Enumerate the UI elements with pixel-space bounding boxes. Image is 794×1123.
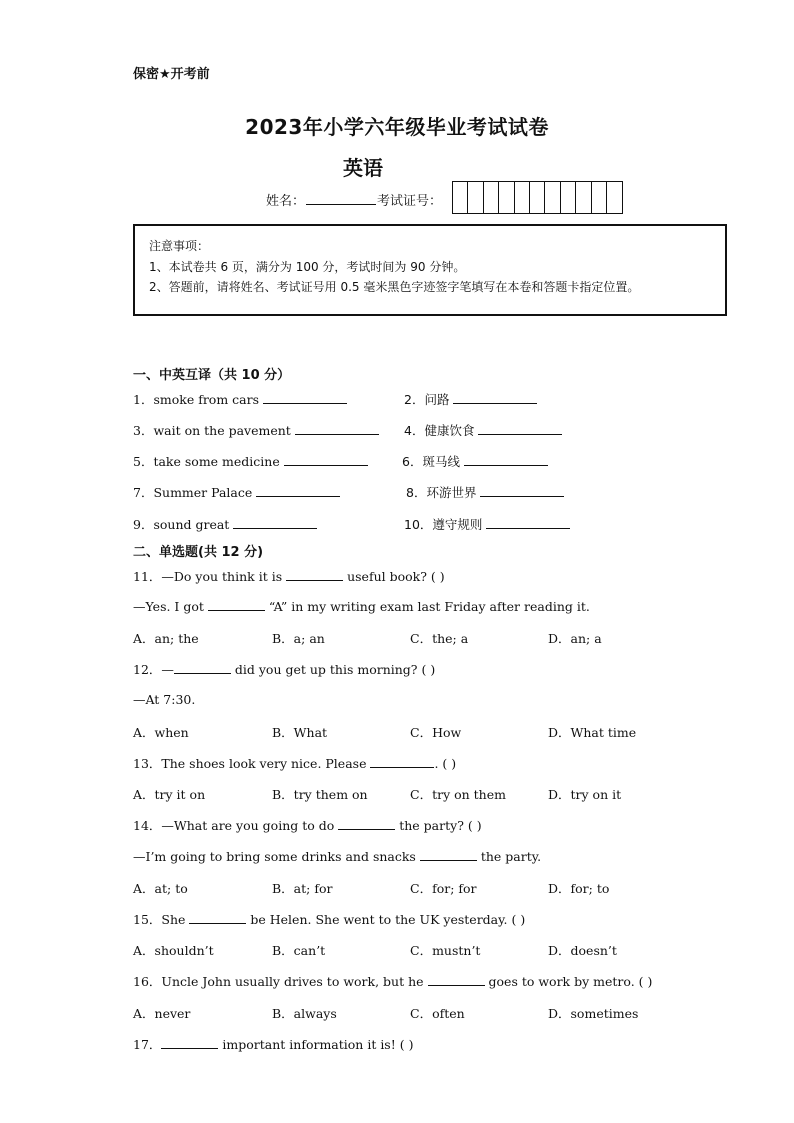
translation-item: 4．健康饮食 xyxy=(404,421,562,439)
notice-box xyxy=(133,224,727,316)
exam-id-box[interactable] xyxy=(576,182,591,213)
translation-item: 5．take some medicine xyxy=(133,452,368,470)
option-c[interactable]: C．try on them xyxy=(410,787,506,802)
exam-id-box[interactable] xyxy=(515,182,530,213)
answer-blank[interactable] xyxy=(480,484,564,497)
translation-item: 8．环游世界 xyxy=(406,483,564,501)
exam-id-box[interactable] xyxy=(468,182,483,213)
exam-id-box[interactable] xyxy=(530,182,545,213)
name-label: 姓名： xyxy=(266,194,306,209)
answer-blank[interactable] xyxy=(189,911,246,924)
question-stem: 13．The shoes look very nice. Please . ( ) xyxy=(133,756,457,771)
option-c[interactable]: C．for; for xyxy=(410,881,477,896)
option-a[interactable]: A．at; to xyxy=(133,881,188,896)
option-d[interactable]: D．try on it xyxy=(548,787,622,802)
answer-blank[interactable] xyxy=(486,516,570,529)
answer-blank[interactable] xyxy=(453,391,537,404)
translation-item: 9．sound great xyxy=(133,515,317,533)
question-stem: —Yes. I got “A” in my writing exam last Friday after reading it. xyxy=(133,599,590,614)
question-stem: 12．— did you get up this morning? ( ) xyxy=(133,662,436,677)
answer-blank[interactable] xyxy=(464,453,548,466)
option-b[interactable]: B．a; an xyxy=(272,631,325,646)
answer-blank[interactable] xyxy=(161,1036,218,1049)
translation-item: 10．遵守规则 xyxy=(404,515,570,533)
option-b[interactable]: B．What xyxy=(272,725,328,740)
answer-blank[interactable] xyxy=(338,817,395,830)
question-stem: 14．—What are you going to do the party? ( ) xyxy=(133,818,482,833)
answer-blank[interactable] xyxy=(256,484,340,497)
answer-blank[interactable] xyxy=(284,453,368,466)
exam-id-box[interactable] xyxy=(484,182,499,213)
option-d[interactable]: D．What time xyxy=(548,725,637,740)
option-c[interactable]: C．mustn’t xyxy=(410,943,481,958)
option-a[interactable]: A．an; the xyxy=(133,631,199,646)
option-b[interactable]: B．at; for xyxy=(272,881,333,896)
option-d[interactable]: D．doesn’t xyxy=(548,943,617,958)
option-a[interactable]: A．when xyxy=(133,725,189,740)
exam-id-boxes[interactable] xyxy=(452,181,623,214)
translation-item: 7．Summer Palace xyxy=(133,483,340,501)
exam-id-box[interactable] xyxy=(607,182,622,213)
answer-blank[interactable] xyxy=(233,516,317,529)
option-b[interactable]: B．always xyxy=(272,1006,337,1021)
option-b[interactable]: B．try them on xyxy=(272,787,368,802)
answer-blank[interactable] xyxy=(428,973,485,986)
question-stem: —I’m going to bring some drinks and snacks the party. xyxy=(133,849,542,864)
exam-id-box[interactable] xyxy=(545,182,560,213)
subject-title: 英语 xyxy=(343,156,383,180)
option-b[interactable]: B．can’t xyxy=(272,943,326,958)
translation-item: 6．斑马线 xyxy=(402,452,548,470)
question-answer-line: —At 7:30. xyxy=(133,692,196,707)
exam-id-box[interactable] xyxy=(453,182,468,213)
answer-blank[interactable] xyxy=(263,391,347,404)
notice-heading: 注意事项： xyxy=(149,239,210,253)
student-info-line xyxy=(266,190,442,209)
name-blank[interactable] xyxy=(306,191,376,205)
exam-id-box[interactable] xyxy=(561,182,576,213)
answer-blank[interactable] xyxy=(295,422,379,435)
translation-item: 2．问路 xyxy=(404,390,537,408)
option-c[interactable]: C．How xyxy=(410,725,462,740)
answer-blank[interactable] xyxy=(370,755,434,768)
section-title: 一、中英互译（共 10 分） xyxy=(133,368,291,383)
exam-title: 2023年小学六年级毕业考试试卷 xyxy=(245,115,549,139)
option-c[interactable]: C．often xyxy=(410,1006,465,1021)
translation-item: 3．wait on the pavement xyxy=(133,421,379,439)
answer-blank[interactable] xyxy=(174,661,231,674)
confidential-label: 保密★开考前 xyxy=(133,67,210,82)
option-c[interactable]: C．the; a xyxy=(410,631,469,646)
question-stem: 16．Uncle John usually drives to work, but he goes to work by metro. ( ) xyxy=(133,974,653,989)
section-title: 二、单选题(共 12 分) xyxy=(133,545,264,560)
question-stem: 11．—Do you think it is useful book? ( ) xyxy=(133,569,445,584)
translation-item: 1．smoke from cars xyxy=(133,390,347,408)
question-stem: 17． important information it is! ( ) xyxy=(133,1037,414,1052)
answer-blank[interactable] xyxy=(478,422,562,435)
option-a[interactable]: A．shouldn’t xyxy=(133,943,214,958)
option-d[interactable]: D．an; a xyxy=(548,631,602,646)
option-d[interactable]: D．for; to xyxy=(548,881,610,896)
option-a[interactable]: A．never xyxy=(133,1006,191,1021)
answer-blank[interactable] xyxy=(286,568,343,581)
option-a[interactable]: A．try it on xyxy=(133,787,206,802)
answer-blank[interactable] xyxy=(420,848,477,861)
answer-blank[interactable] xyxy=(208,598,265,611)
exam-id-box[interactable] xyxy=(592,182,607,213)
notice-line: 2、答题前，请将姓名、考试证号用 0.5 毫米黑色字迹签字笔填写在本卷和答题卡指定位置。 xyxy=(149,280,640,294)
question-stem: 15．She be Helen. She went to the UK yesterday. ( ) xyxy=(133,912,526,927)
exam-id-label: 考试证号： xyxy=(377,194,443,209)
exam-id-box[interactable] xyxy=(499,182,514,213)
notice-line: 1、本试卷共 6 页，满分为 100 分，考试时间为 90 分钟。 xyxy=(149,259,466,274)
option-d[interactable]: D．sometimes xyxy=(548,1006,639,1021)
